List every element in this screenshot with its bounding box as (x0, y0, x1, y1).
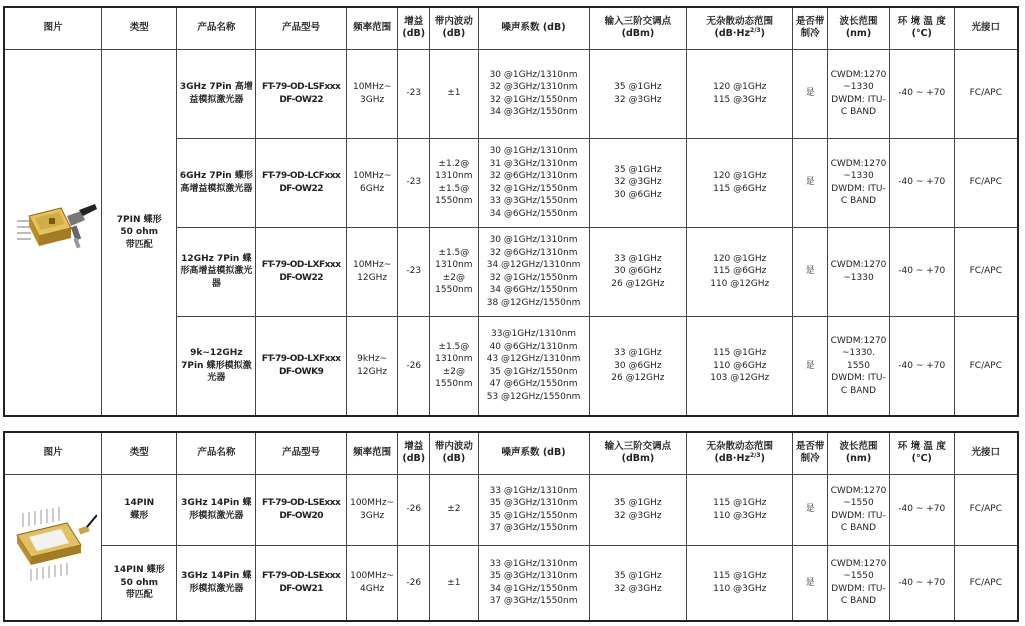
gain-cell: -26 (398, 474, 430, 545)
model-cell: FT-79-OD-LSExxx DF-OW21 (256, 545, 346, 621)
table-row (4, 49, 1018, 138)
temp-cell: -40 ~ +70 (889, 49, 954, 138)
header-noise-figure: 噪声系数 (dB) (478, 7, 589, 49)
header-wavelength: 波长范围(nm) (828, 432, 890, 474)
header-row (4, 432, 1018, 474)
iip3-cell: 33 @1GHz 30 @6GHz 26 @12GHz (589, 227, 687, 316)
header-model: 产品型号 (256, 432, 346, 474)
header-row (4, 7, 1018, 49)
wavelength-cell: CWDM:1270 ~1330 (828, 227, 890, 316)
header-freq-range: 频率范围 (346, 7, 397, 49)
temp-cell: -40 ~ +70 (889, 316, 954, 416)
sfdr-cell: 115 @1GHz 110 @3GHz (687, 474, 793, 545)
wavelength-cell: CWDM:1270 ~1330. 1550 DWDM: ITU- C BAND (828, 316, 890, 416)
wavelength-cell: CWDM:1270 ~1330 DWDM: ITU- C BAND (828, 138, 890, 227)
header-noise-figure: 噪声系数 (dB) (478, 432, 589, 474)
header-temp: 环 境 温 度(℃) (889, 432, 954, 474)
iip3-cell: 35 @1GHz 32 @3GHz (589, 49, 687, 138)
flatness-cell: ±1.5@ 1310nm ±2@ 1550nm (430, 316, 478, 416)
tec-cell: 是 (793, 49, 828, 138)
freq-cell: 10MHz~ 12GHz (346, 227, 397, 316)
spec-table-14pin (3, 431, 1019, 622)
header-connector: 光接口 (954, 7, 1018, 49)
tec-cell: 是 (793, 545, 828, 621)
product-name-cell: 3GHz 7Pin 高增益模拟激光器 (177, 49, 256, 138)
tec-cell: 是 (793, 227, 828, 316)
header-connector: 光接口 (954, 432, 1018, 474)
header-product-name: 产品名称 (177, 432, 256, 474)
connector-cell: FC/APC (954, 49, 1018, 138)
header-sfdr (687, 432, 793, 474)
spec-table-7pin (3, 6, 1019, 417)
header-tec: 是否带制冷 (793, 432, 828, 474)
gain-cell: -23 (398, 138, 430, 227)
sfdr-unit: (dB·Hz (714, 28, 751, 40)
iip3-cell: 35 @1GHz 32 @3GHz (589, 545, 687, 621)
tec-cell: 是 (793, 316, 828, 416)
header-freq-range: 频率范围 (346, 432, 397, 474)
iip3-cell: 33 @1GHz 30 @6GHz 26 @12GHz (589, 316, 687, 416)
sfdr-unit: (dB·Hz (714, 453, 751, 465)
noise-cell: 30 @1GHz/1310nm 32 @3GHz/1310nm 32 @1GHz/1550nm 34 @3GHz/1550nm (478, 49, 589, 138)
noise-cell: 30 @1GHz/1310nm 31 @3GHz/1310nm 32 @6GHz/1310nm 32 @1GHz/1550nm 33 @3GHz/1550nm 34 @6GHz/1550nm (478, 138, 589, 227)
freq-cell: 100MHz~ 4GHz (346, 545, 397, 621)
header-flatness: 带内波动 (dB) (430, 7, 478, 49)
gain-cell: -26 (398, 545, 430, 621)
product-image-cell (4, 474, 102, 621)
wavelength-cell: CWDM:1270 ~1330 DWDM: ITU- C BAND (828, 49, 890, 138)
header-gain: 增益(dB) (398, 432, 430, 474)
sfdr-unit-end: ) (760, 453, 765, 465)
type-cell: 7PIN 蝶形 50 ohm 带匹配 (102, 49, 177, 416)
temp-cell: -40 ~ +70 (889, 138, 954, 227)
header-gain: 增益(dB) (398, 7, 430, 49)
product-name-cell: 6GHz 7Pin 蝶形高增益模拟激光器 (177, 138, 256, 227)
flatness-cell: ±1 (430, 49, 478, 138)
gain-cell: -23 (398, 49, 430, 138)
header-type: 类型 (102, 7, 177, 49)
table-row (4, 474, 1018, 545)
model-cell: FT-79-OD-LXFxxx DF-OW22 (256, 227, 346, 316)
sfdr-cell: 115 @1GHz 110 @6GHz 103 @12GHz (687, 316, 793, 416)
sfdr-cell: 120 @1GHz 115 @6GHz 110 @12GHz (687, 227, 793, 316)
iip3-cell: 35 @1GHz 32 @3GHz 30 @6GHz (589, 138, 687, 227)
noise-cell: 33@1GHz/1310nm 40 @6GHz/1310nm 43 @12GHz/1310nm 35 @1GHz/1550nm 47 @6GHz/1550nm 53 @12GHz/1550nm (478, 316, 589, 416)
connector-cell: FC/APC (954, 316, 1018, 416)
header-product-name: 产品名称 (177, 7, 256, 49)
temp-cell: -40 ~ +70 (889, 227, 954, 316)
sfdr-unit-sup: 2/3 (750, 452, 761, 460)
header-image: 图片 (4, 432, 102, 474)
header-model: 产品型号 (256, 7, 346, 49)
freq-cell: 9kHz~ 12GHz (346, 316, 397, 416)
header-iip3: 输入三阶交调点(dBm) (589, 7, 687, 49)
flatness-cell: ±1.5@ 1310nm ±2@ 1550nm (430, 227, 478, 316)
header-type: 类型 (102, 432, 177, 474)
flatness-cell: ±1 (430, 545, 478, 621)
temp-cell: -40 ~ +70 (889, 545, 954, 621)
sfdr-unit-end: ) (760, 28, 765, 40)
connector-cell: FC/APC (954, 138, 1018, 227)
freq-cell: 10MHz~ 3GHz (346, 49, 397, 138)
model-cell: FT-79-OD-LXFxxx DF-OWK9 (256, 316, 346, 416)
gain-cell: -23 (398, 227, 430, 316)
7pin-butterfly-laser-image-icon (9, 190, 97, 270)
product-name-cell: 9k~12GHz 7Pin 蝶形模拟激光器 (177, 316, 256, 416)
iip3-cell: 35 @1GHz 32 @3GHz (589, 474, 687, 545)
sfdr-cell: 115 @1GHz 110 @3GHz (687, 545, 793, 621)
product-name-cell: 3GHz 14Pin 蝶形模拟激光器 (177, 474, 256, 545)
noise-cell: 33 @1GHz/1310nm 35 @3GHz/1310nm 35 @1GHz/1550nm 37 @3GHz/1550nm (478, 474, 589, 545)
header-tec: 是否带制冷 (793, 7, 828, 49)
sfdr-cell: 120 @1GHz 115 @3GHz (687, 49, 793, 138)
connector-cell: FC/APC (954, 474, 1018, 545)
wavelength-cell: CWDM:1270 ~1550 DWDM: ITU- C BAND (828, 474, 890, 545)
tec-cell: 是 (793, 138, 828, 227)
sfdr-title: 无杂散动态范围 (706, 441, 773, 453)
flatness-cell: ±2 (430, 474, 478, 545)
temp-cell: -40 ~ +70 (889, 474, 954, 545)
freq-cell: 100MHz~ 3GHz (346, 474, 397, 545)
product-image-cell (4, 49, 102, 416)
noise-cell: 30 @1GHz/1310nm 32 @6GHz/1310nm 34 @12GHz/1310nm 32 @1GHz/1550nm 34 @6GHz/1550nm 38 @12GHz/1550nm (478, 227, 589, 316)
tec-cell: 是 (793, 474, 828, 545)
connector-cell: FC/APC (954, 545, 1018, 621)
type-cell: 14PIN 蝶形 50 ohm 带匹配 (102, 545, 177, 621)
gain-cell: -26 (398, 316, 430, 416)
flatness-cell: ±1.2@ 1310nm ±1.5@ 1550nm (430, 138, 478, 227)
sfdr-title: 无杂散动态范围 (706, 16, 773, 28)
header-temp: 环 境 温 度(℃) (889, 7, 954, 49)
wavelength-cell: CWDM:1270 ~1550 DWDM: ITU- C BAND (828, 545, 890, 621)
product-name-cell: 3GHz 14Pin 蝶形模拟激光器 (177, 545, 256, 621)
type-cell: 14PIN 蝶形 (102, 474, 177, 545)
sfdr-cell: 120 @1GHz 115 @6GHz (687, 138, 793, 227)
noise-cell: 33 @1GHz/1310nm 35 @3GHz/1310nm 34 @1GHz/1550nm 37 @3GHz/1550nm (478, 545, 589, 621)
model-cell: FT-79-OD-LCFxxx DF-OW22 (256, 138, 346, 227)
header-iip3: 输入三阶交调点(dBm) (589, 432, 687, 474)
header-image: 图片 (4, 7, 102, 49)
header-flatness: 带内波动 (dB) (430, 432, 478, 474)
14pin-butterfly-laser-image-icon (9, 505, 97, 585)
header-wavelength: 波长范围(nm) (828, 7, 890, 49)
freq-cell: 10MHz~ 6GHz (346, 138, 397, 227)
model-cell: FT-79-OD-LSFxxx DF-OW22 (256, 49, 346, 138)
product-name-cell: 12GHz 7Pin 蝶形高增益模拟激光器 (177, 227, 256, 316)
sfdr-unit-sup: 2/3 (750, 27, 761, 35)
connector-cell: FC/APC (954, 227, 1018, 316)
table-row (4, 545, 1018, 621)
model-cell: FT-79-OD-LSExxx DF-OW20 (256, 474, 346, 545)
header-sfdr (687, 7, 793, 49)
